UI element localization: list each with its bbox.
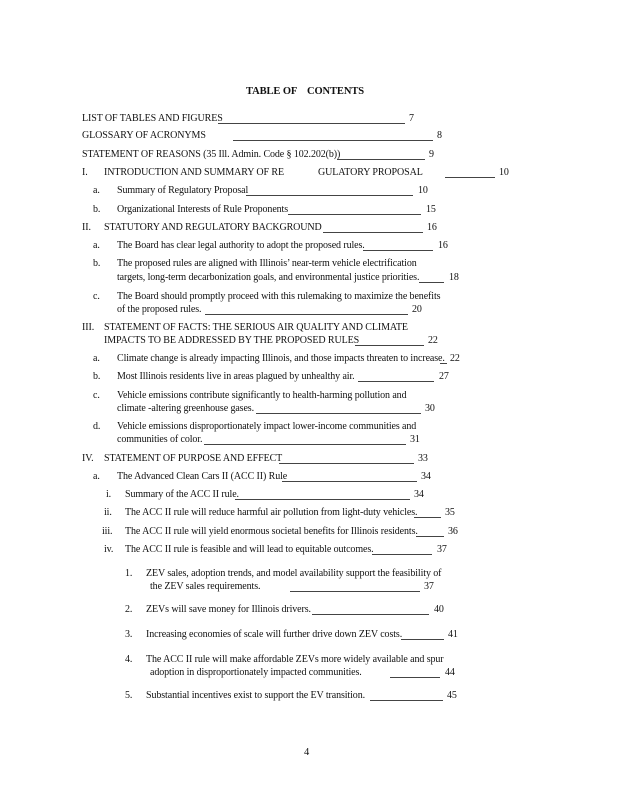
toc-leader — [372, 554, 432, 555]
toc-entry-label-line-1: Vehicle emissions disproportionately impact lower-income communities and — [117, 421, 417, 432]
toc-entry-page: 34 — [421, 471, 431, 482]
toc-leader — [401, 639, 444, 640]
toc-leader — [355, 345, 424, 346]
toc-leader — [218, 123, 405, 124]
toc-entry-label: ZEVs will save money for Illinois drivers. — [146, 604, 311, 615]
toc-entry-page: 33 — [418, 453, 428, 464]
toc-entry-page: 30 — [425, 403, 435, 414]
toc-leader — [288, 214, 421, 215]
toc-entry-page: 18 — [449, 272, 459, 283]
toc-entry-page: 37 — [437, 544, 447, 555]
toc-entry-label-line-2: the ZEV sales requirements. — [150, 581, 261, 592]
toc-entry-label-line-1: ZEV sales, adoption trends, and model availability support the feasibility of — [146, 568, 442, 579]
toc-entry-label: STATUTORY AND REGULATORY BACKGROUND — [104, 222, 322, 233]
toc-entry-page: 35 — [445, 507, 455, 518]
toc-leader — [370, 700, 443, 701]
toc-entry-label-line-1: Vehicle emissions contribute significantly to health-harming pollution and — [117, 390, 407, 401]
toc-entry-number: ii. — [104, 507, 112, 518]
toc-leader — [419, 282, 444, 283]
toc-entry-label: Organizational Interests of Rule Proponents — [117, 204, 289, 215]
toc-leader — [279, 463, 414, 464]
toc-entry-page: 9 — [429, 149, 434, 160]
toc-entry-number: a. — [93, 471, 100, 482]
toc-entry-page: 8 — [437, 130, 442, 141]
toc-entry-number: b. — [93, 204, 101, 215]
toc-leader — [445, 177, 495, 178]
toc-leader — [358, 381, 434, 382]
toc-entry-page: 16 — [438, 240, 448, 251]
toc-entry-page: 22 — [428, 335, 438, 346]
toc-entry-number: c. — [93, 390, 100, 401]
toc-leader — [390, 677, 440, 678]
toc-leader — [440, 363, 447, 364]
toc-entry-page: 41 — [448, 629, 458, 640]
toc-entry-label-line-2: IMPACTS TO BE ADDRESSED BY THE PROPOSED RULES — [104, 335, 360, 346]
toc-entry-number: I. — [82, 167, 88, 178]
toc-leader — [323, 232, 423, 233]
toc-entry-number: 2. — [125, 604, 133, 615]
toc-entry-page: 15 — [426, 204, 436, 215]
toc-entry-page: 34 — [414, 489, 424, 500]
toc-entry-label: The ACC II rule will yield enormous societal benefits for Illinois residents. — [125, 526, 418, 537]
toc-entry-page: 44 — [445, 667, 455, 678]
toc-entry-page: 20 — [412, 304, 422, 315]
toc-entry-label: Most Illinois residents live in areas plagued by unhealthy air. — [117, 371, 355, 382]
toc-entry-number: i. — [106, 489, 112, 500]
toc-entry-label: STATEMENT OF PURPOSE AND EFFECT — [104, 453, 283, 464]
toc-entry-label: GLOSSARY OF ACRONYMS — [82, 130, 206, 141]
toc-leader — [235, 499, 410, 500]
toc-entry-label: The ACC II rule will reduce harmful air pollution from light-duty vehicles. — [125, 507, 418, 518]
toc-entry-label: LIST OF TABLES AND FIGURES — [82, 113, 223, 124]
toc-leader — [416, 536, 444, 537]
toc-entry-label-line-1: STATEMENT OF FACTS: THE SERIOUS AIR QUALITY AND CLIMATE — [104, 322, 408, 333]
toc-leader — [256, 413, 421, 414]
toc-entry-page: 40 — [434, 604, 444, 615]
toc-entry-label: Substantial incentives exist to support the EV transition. — [146, 690, 365, 701]
toc-leader — [290, 591, 420, 592]
toc-entry-page: 37 — [424, 581, 434, 592]
toc-entry-page: 22 — [450, 353, 460, 364]
toc-leader — [233, 140, 433, 141]
toc-entry-label: The Board has clear legal authority to adopt the proposed rules. — [117, 240, 365, 251]
toc-entry-number: 3. — [125, 629, 133, 640]
toc-entry-label: INTRODUCTION AND SUMMARY OF RE — [104, 167, 284, 178]
page-number: 4 — [304, 747, 310, 758]
toc-entry-number: a. — [93, 240, 100, 251]
toc-entry-number: iii. — [102, 526, 113, 537]
toc-entry-number: IV. — [82, 453, 94, 464]
toc-entry-label-line-1: The Board should promptly proceed with this rulemaking to maximize the benefits — [117, 291, 441, 302]
toc-entry-label-line-2: communities of color. — [117, 434, 203, 445]
toc-entry-number: iv. — [104, 544, 114, 555]
toc-leader — [204, 444, 406, 445]
toc-entry-label-line-2: targets, long-term decarbonization goals, and environmental justice priorities. — [117, 272, 420, 283]
toc-entry-number: a. — [93, 185, 100, 196]
toc-entry-label-line-2: climate -altering greenhouse gases. — [117, 403, 254, 414]
toc-entry-label-line-2: of the proposed rules. — [117, 304, 202, 315]
toc-entry-page: 36 — [448, 526, 458, 537]
toc-entry-page: 10 — [499, 167, 509, 178]
toc-leader — [414, 517, 441, 518]
toc-entry-number: b. — [93, 371, 101, 382]
toc-leader — [337, 159, 425, 160]
toc-entry-page: 10 — [418, 185, 428, 196]
toc-entry-label: Summary of the ACC II rule. — [125, 489, 239, 500]
toc-entry-page: 16 — [427, 222, 437, 233]
toc-entry-number: III. — [82, 322, 95, 333]
toc-title-part-1: TABLE OF — [246, 86, 298, 97]
toc-entry-number: d. — [93, 421, 101, 432]
toc-leader — [246, 195, 413, 196]
toc-entry-number: II. — [82, 222, 91, 233]
toc-entry-label-continued: GULATORY PROPOSAL — [318, 167, 423, 178]
toc-entry-page: 7 — [409, 113, 414, 124]
toc-title-part-2: CONTENTS — [307, 86, 364, 97]
toc-entry-number: 1. — [125, 568, 133, 579]
toc-entry-number: c. — [93, 291, 100, 302]
toc-leader — [282, 481, 417, 482]
toc-leader — [363, 250, 433, 251]
toc-entry-page: 31 — [410, 434, 420, 445]
toc-entry-number: a. — [93, 353, 100, 364]
toc-entry-label-line-2: adoption in disproportionately impacted communities. — [150, 667, 362, 678]
toc-entry-label: STATEMENT OF REASONS (35 Ill. Admin. Code § 102.202(b)) — [82, 149, 341, 160]
toc-entry-label-line-1: The ACC II rule will make affordable ZEVs more widely available and spur — [146, 654, 444, 665]
toc-entry-page: 45 — [447, 690, 457, 701]
toc-entry-label: The Advanced Clean Cars II (ACC II) Rule — [117, 471, 288, 482]
toc-leader — [205, 314, 408, 315]
toc-entry-label: Increasing economies of scale will further drive down ZEV costs. — [146, 629, 403, 640]
toc-entry-number: 4. — [125, 654, 133, 665]
toc-entry-label: Summary of Regulatory Proposal — [117, 185, 249, 196]
toc-entry-label: Climate change is already impacting Illinois, and those impacts threaten to increase. — [117, 353, 445, 364]
toc-leader — [312, 614, 429, 615]
toc-entry-number: 5. — [125, 690, 133, 701]
toc-entry-number: b. — [93, 258, 101, 269]
toc-entry-label-line-1: The proposed rules are aligned with Illinois’ near-term vehicle electrification — [117, 258, 417, 269]
toc-entry-label: The ACC II rule is feasible and will lead to equitable outcomes. — [125, 544, 374, 555]
toc-entry-page: 27 — [439, 371, 449, 382]
